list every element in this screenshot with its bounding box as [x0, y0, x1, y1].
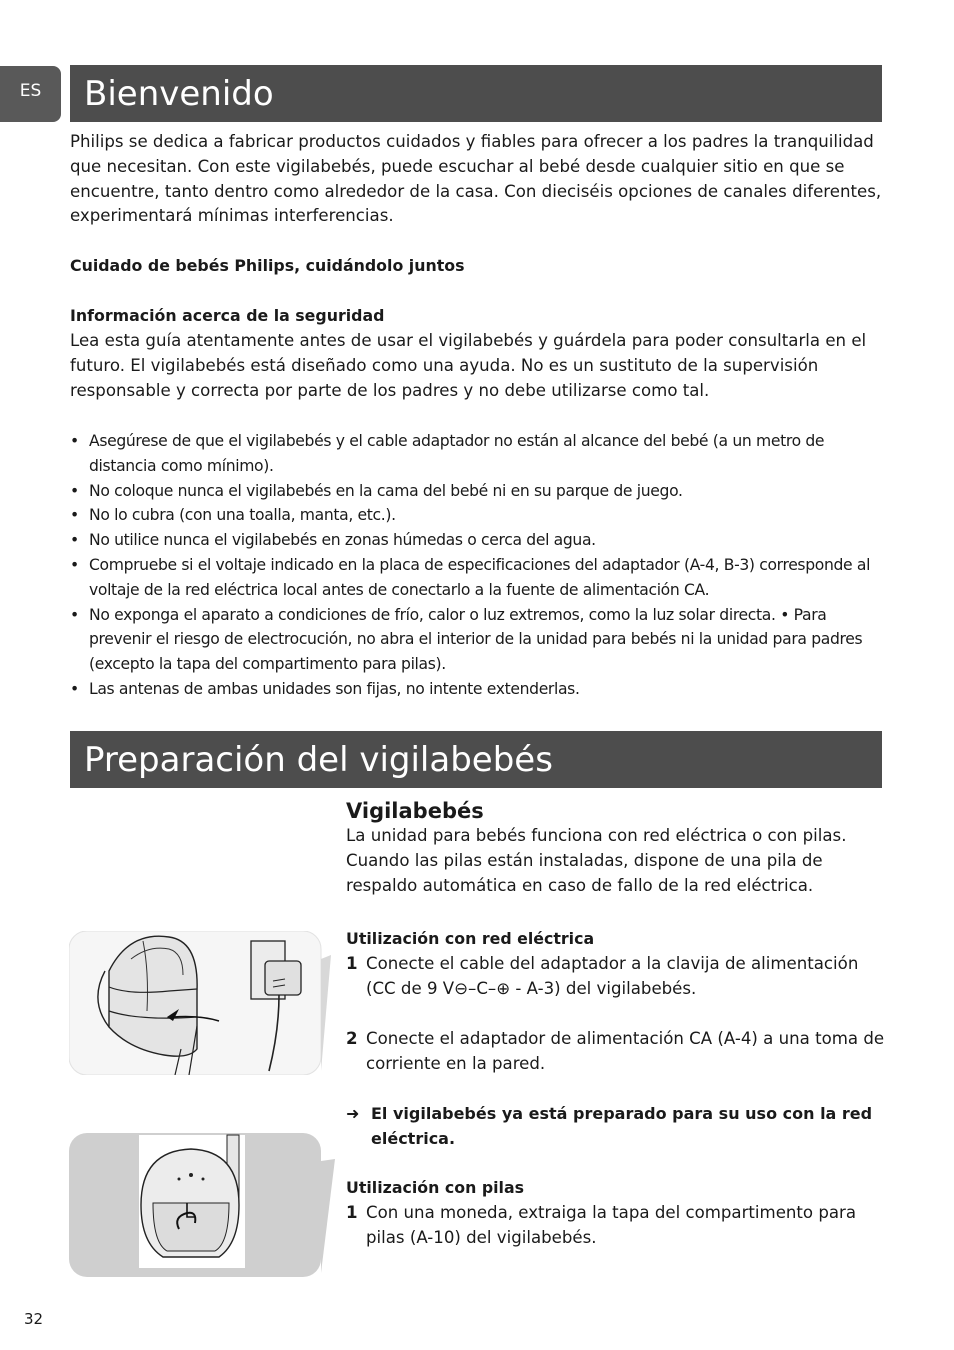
- battery-step-1: [346, 1201, 886, 1251]
- safety-paragraph: Lea esta guía atentamente antes de usar el vigilabebés y guárdela para poder consultarla en el futuro. El vigilabebés está diseñado como una ayuda. No es un sustituto de la supervisión responsable y correcta por parte de los padres y no debe utilizarse como tal.: [70, 331, 867, 400]
- battery-heading: Utilización con pilas: [346, 1178, 525, 1197]
- list-item: • Compruebe si el voltaje indicado en la placa de especificaciones del adaptador (A-4, B-3) corresponde al voltaje de la red eléctrica local antes de conectarlo a la fuente de alimentación CA.: [70, 553, 890, 603]
- intro-paragraph: Philips se dedica a fabricar productos cuidados y fiables para ofrecer a los padres la tranquilidad que necesitan. Con este vigilabebés, puede escuchar al bebé desde cualquier sitio en que se encuentre, tanto dentro como alrededor de la casa. Con dieciséis opciones de canales diferentes, experimentará mínimas interferencias.: [70, 132, 882, 226]
- list-item: • No lo cubra (con una toalla, manta, etc.).: [70, 503, 890, 528]
- result-text: El vigilabebés ya está preparado para su uso con la red eléctrica.: [371, 1104, 873, 1148]
- mains-result: [346, 1102, 886, 1152]
- page-number: 32: [24, 1310, 44, 1328]
- subtitle-vigilabebes: Vigilabebés: [346, 799, 484, 823]
- list-item: • Las antenas de ambas unidades son fijas, no intente extenderlas.: [70, 677, 890, 702]
- section-title-bienvenido: Bienvenido: [70, 65, 882, 122]
- arrow-right-icon: ➜: [346, 1104, 360, 1123]
- mains-heading: Utilización con red eléctrica: [346, 929, 595, 948]
- list-item: • No exponga el aparato a condiciones de frío, calor o luz extremos, como la luz solar directa. • Para prevenir el riesgo de electrocución, no abra el interior de la unidad para bebés ni la unidad para padres (excepto la tapa del compartimento para pilas).: [70, 603, 890, 677]
- mains-step-2: [346, 1027, 886, 1077]
- slogan: Cuidado de bebés Philips, cuidándolo juntos: [70, 256, 465, 275]
- language-code: ES: [19, 81, 42, 101]
- list-item: • Asegúrese de que el vigilabebés y el cable adaptador no están al alcance del bebé (a un metro de distancia como mínimo).: [70, 429, 890, 479]
- safety-heading: Información acerca de la seguridad: [70, 306, 385, 325]
- unit-intro-paragraph: La unidad para bebés funciona con red eléctrica o con pilas. Cuando las pilas están instaladas, dispone de una pila de respaldo automática en caso de fallo de la red eléctrica.: [346, 826, 847, 895]
- step-text: Conecte el adaptador de alimentación CA (A-4) a una toma de corriente en la pared.: [366, 1029, 885, 1073]
- list-item: • No utilice nunca el vigilabebés en zonas húmedas o cerca del agua.: [70, 528, 890, 553]
- battery-compartment-illustration: [69, 1133, 335, 1277]
- step-number: 2: [346, 1029, 358, 1048]
- step-text: Con una moneda, extraiga la tapa del compartimento para pilas (A-10) del vigilabebés.: [366, 1203, 857, 1247]
- adapter-connection-illustration: [69, 931, 331, 1075]
- step-number: 1: [346, 1203, 358, 1222]
- right-column: [346, 798, 886, 898]
- mains-step-1: [346, 952, 886, 1002]
- step-text: Conecte el cable del adaptador a la clavija de alimentación (CC de 9 V⊖–C–⊕ - A-3) del vigilabebés.: [366, 954, 859, 998]
- language-tab: [0, 66, 61, 122]
- section-title-preparacion: Preparación del vigilabebés: [70, 731, 882, 788]
- step-number: 1: [346, 954, 358, 973]
- list-item: • No coloque nunca el vigilabebés en la cama del bebé ni en su parque de juego.: [70, 479, 890, 504]
- safety-bullet-list: [70, 429, 890, 702]
